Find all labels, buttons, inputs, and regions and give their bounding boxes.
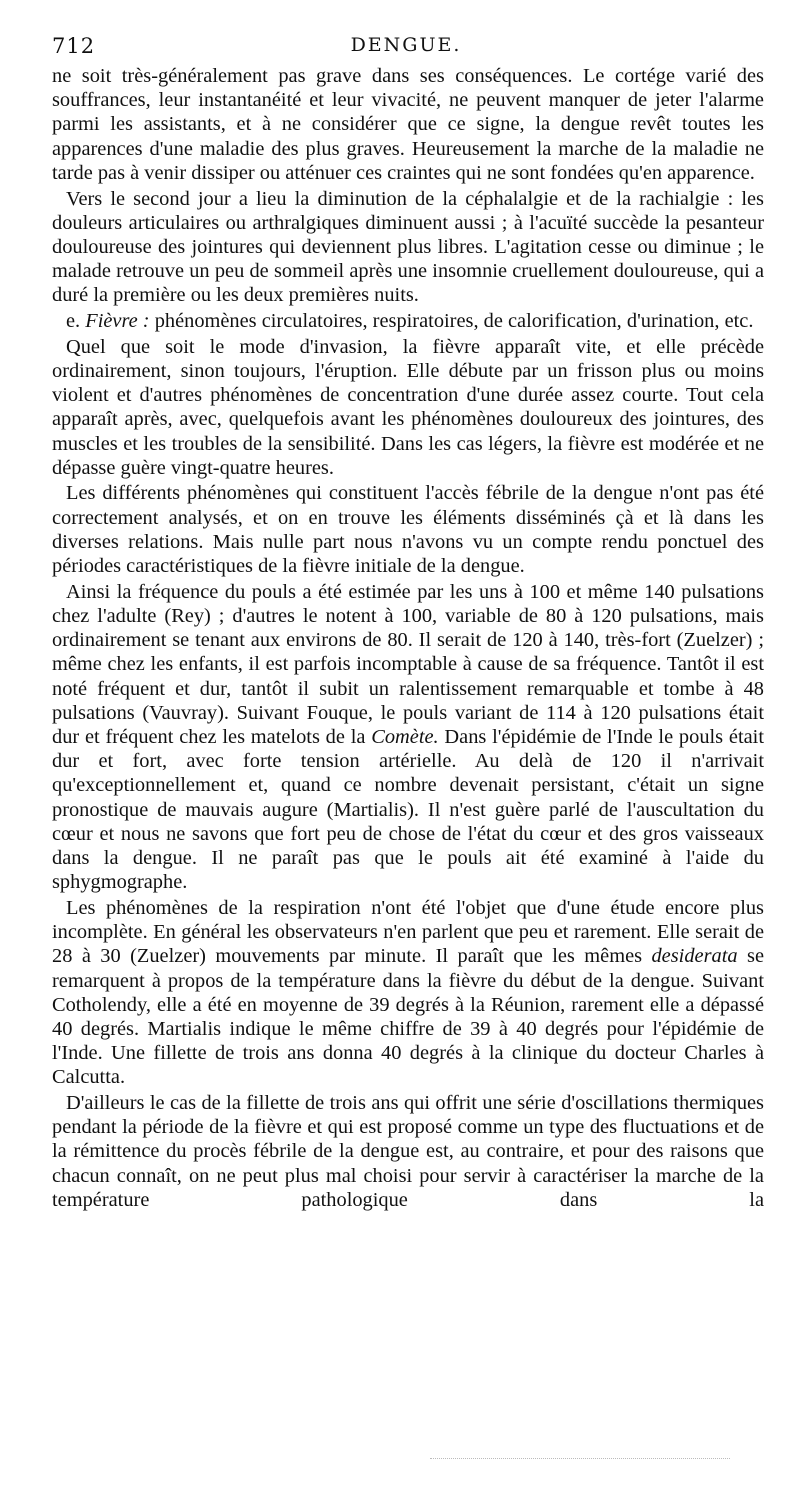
page-number: 712 [52, 34, 96, 58]
page-header [52, 34, 760, 62]
text-run: Les phénomènes de la respiration n'ont été l'objet que d'une étude encore plus incomplète. En général les observateurs n'en parlent que peu et rarement. Elle serait de 28 à 30 (Zuelzer) mouvements par minute. Il paraît que les mêmes [52, 896, 764, 968]
text-run: phénomènes circulatoires, respiratoires, de calorification, d'urination, etc. [149, 310, 754, 333]
text-run: D'ailleurs le cas de la fillette de trois ans qui offrit une série d'oscillations thermiques pendant la période de la fièvre et qui est proposé comme un type des fluctuations et de la rémittence du procès fébrile de la dengue est, au contraire, et pour des raisons que chacun connaît, on ne peut plus mal choisi pour servir à caractériser la marche de la température pathologique dans la [52, 1092, 764, 1211]
paragraph [52, 335, 764, 480]
paragraph [52, 481, 764, 578]
paragraph [52, 187, 764, 308]
italic-text: Comète. [371, 725, 439, 748]
running-title: DENGUE. [350, 34, 462, 56]
paragraph [52, 580, 764, 895]
text-run: Quel que soit le mode d'invasion, la fièvre apparaît vite, et elle précède ordinairement, sinon toujours, l'éruption. Elle débute par un frisson plus ou moins violent et d'autres phénomènes de concentration d'une durée assez courte. Tout cela apparaît après, avec, quelquefois avant les phénomènes douloureux des jointures, des muscles et les troubles de la sensibilité. Dans les cas légers, la fièvre est modérée et ne dépasse guère vingt-quatre heures. [52, 335, 764, 479]
text-run: e. [66, 310, 86, 333]
italic-text: Fièvre : [85, 310, 150, 333]
text-run: Dans l'épidémie de l'Inde le pouls était dur et fort, avec forte tension artérielle. Au delà de 120 il n'arrivait qu'exceptionnellement et, quand ce nombre devenait persistant, c'était un signe pronostique de mauvais augure (Martialis). Il n'est guère parlé de l'auscultation du cœur et nous ne savons que fort peu de chose de l'état du cœur et des gros vaisseaux dans la dengue. Il ne paraît pas que le pouls ait été examiné à l'aide du sphygmographe. [52, 725, 765, 894]
body-text [52, 64, 764, 1214]
text-run: se remarquent à propos de la température dans la fièvre du début de la dengue. Suivant Cotholendy, elle a été en moyenne de 39 degrés à la Réunion, rarement elle a dépassé 40 degrés. Martialis indique le même chiffre de 39 à 40 degrés pour l'épidémie de l'Inde. Une fillette de trois ans donna 40 degrés à la clinique du docteur Charles à Calcutta. [52, 945, 764, 1089]
paragraph [52, 64, 764, 185]
text-run: Ainsi la fréquence du pouls a été estimée par les uns à 100 et même 140 pulsations chez l'adulte (Rey) ; d'autres le notent à 100, variable de 80 à 120 pulsations, mais ordinairement se tenant aux environs de 80. Il serait de 120 à 140, très-fort (Zuelzer) ; même chez les enfants, il est parfois incomptable à cause de sa fréquence. Tantôt il est noté fréquent et dur, tantôt il subit un ralentissement remarquable et tombe à 48 pulsations (Vauvray). Suivant Fouque, le pouls variant de 114 à 120 pulsations était dur et fréquent chez les matelots de la [52, 580, 764, 748]
paragraph [52, 309, 764, 333]
text-run: Les différents phénomènes qui constituent l'accès fébrile de la dengue n'ont pas été correctement analysés, et on en trouve les éléments disséminés çà et là dans les diverses relations. Mais nulle part nous n'avons vu un compte rendu ponctuel des périodes caractéristiques de la fièvre initiale de la dengue. [52, 482, 764, 578]
italic-text: desiderata [651, 945, 738, 968]
paragraph [52, 896, 764, 1090]
text-run: ne soit très-généralement pas grave dans ses conséquences. Le cortége varié des souffrances, leur instantanéité et leur vivacité, ne peuvent manquer de jeter l'alarme parmi les assistants, et à ne considérer que ce signe, la dengue revêt toutes les apparences d'une maladie des plus graves. Heureusement la marche de la maladie ne tarde pas à venir dissiper ou atténuer ces craintes qui ne sont fondées qu'en apparence. [52, 65, 764, 184]
text-run: Vers le second jour a lieu la diminution de la céphalalgie et de la rachialgie : les douleurs articulaires ou arthralgiques diminuent aussi ; à l'acuïté succède la pesanteur douloureuse des jointures qui deviennent plus libres. L'agitation cesse ou diminue ; le malade retrouve un peu de sommeil après une insomnie cruellement douloureuse, qui a duré la première ou les deux premières nuits. [52, 187, 764, 307]
faint-bottom-line [430, 1458, 730, 1459]
paragraph [52, 1091, 764, 1212]
